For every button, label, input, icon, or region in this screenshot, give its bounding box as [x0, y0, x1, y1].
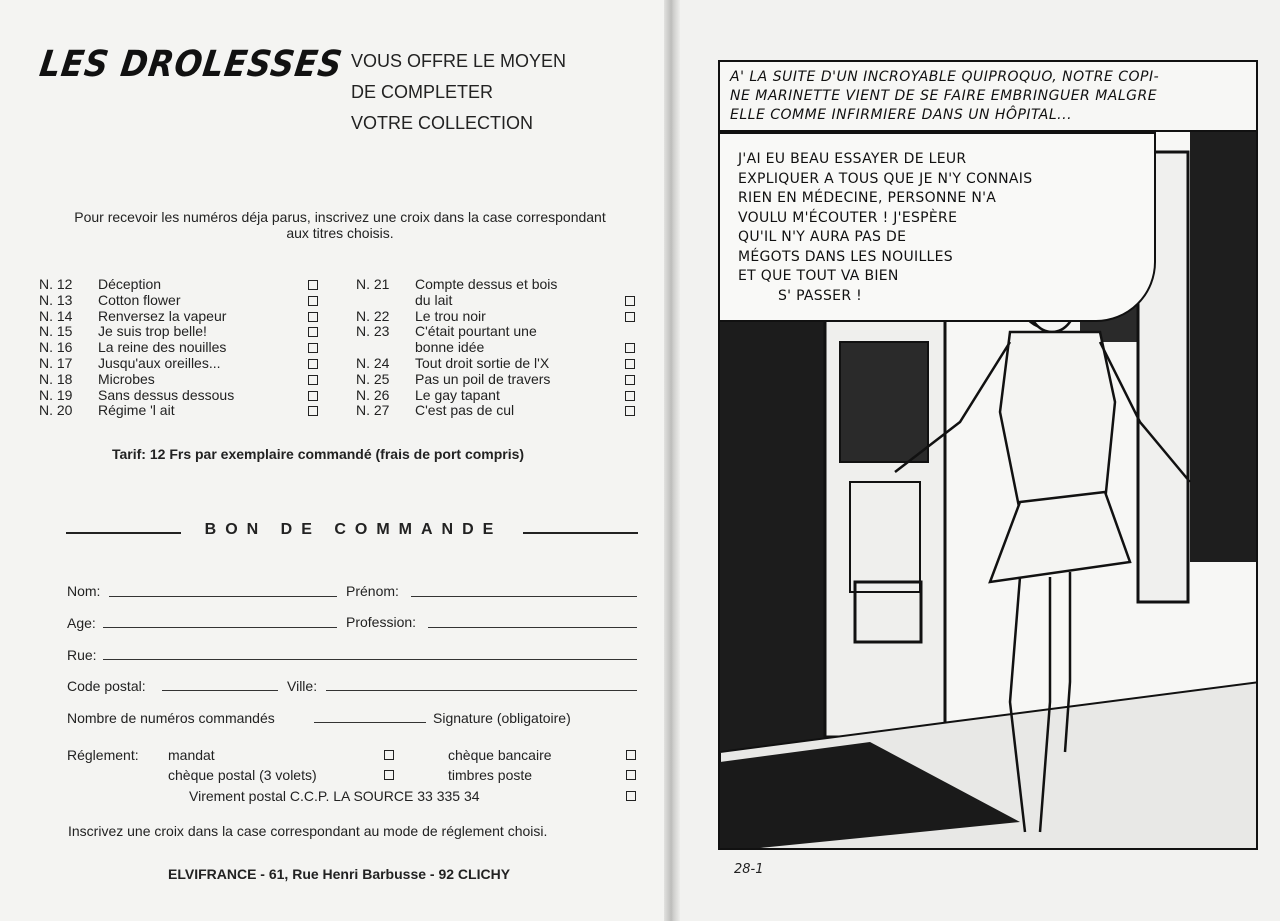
title-name: Renversez la vapeur	[98, 307, 227, 324]
rue-label: Rue:	[67, 647, 97, 663]
speech-line: EXPLIQUER A TOUS QUE JE N'Y CONNAIS	[738, 170, 1033, 187]
caption-line: A' LA SUITE D'UN INCROYABLE QUIPROQUO, NOTRE COPI-	[730, 69, 1160, 85]
checkbox-title-23[interactable]	[625, 343, 635, 353]
title-name: Déception	[98, 276, 162, 292]
signature-label: Signature (obligatoire)	[433, 710, 571, 726]
nombre-field[interactable]	[314, 722, 426, 723]
title-number: N. 25	[356, 370, 390, 387]
code-postal-field[interactable]	[162, 690, 278, 691]
title-number: N. 20	[39, 402, 73, 419]
speech-bubble	[718, 132, 1156, 322]
checkbox-cheque-bancaire[interactable]	[626, 750, 636, 760]
rue-field[interactable]	[103, 659, 637, 660]
checkbox-cheque-postal[interactable]	[384, 770, 394, 780]
book-gutter	[664, 0, 680, 921]
title-name: Sans dessus dessous	[98, 386, 235, 403]
mandat-label: mandat	[168, 747, 215, 763]
checkbox-title-21[interactable]	[625, 296, 635, 306]
speech-line: QU'IL N'Y AURA PAS DE	[738, 229, 907, 245]
title-number: N. 19	[39, 386, 73, 403]
cheque-bancaire-label: chèque bancaire	[448, 747, 552, 763]
title-number: N. 18	[39, 370, 73, 387]
divider	[66, 532, 181, 534]
bon-de-commande-label: BON DE COMMANDE	[204, 521, 503, 538]
speech-line: MÉGOTS DANS LES NOUILLES	[738, 248, 953, 265]
ville-label: Ville:	[287, 678, 318, 694]
title-name: Tout droit sortie de l'X	[415, 355, 550, 371]
checkbox-virement[interactable]	[626, 791, 636, 801]
title-number: N. 13	[39, 291, 73, 308]
nom-field[interactable]	[109, 596, 337, 597]
title-name: La reine des nouilles	[98, 339, 227, 356]
prenom-label: Prénom:	[346, 583, 399, 599]
title-number: N. 22	[356, 307, 390, 324]
title-name: Pas un poil de travers	[415, 370, 551, 387]
title-number: N. 24	[356, 355, 390, 371]
caption-line: NE MARINETTE VIENT DE SE FAIRE EMBRINGUER MALGRE	[730, 88, 1158, 104]
title-name: Le trou noir	[415, 307, 486, 324]
caption-line: ELLE COMME INFIRMIERE DANS UN HÔPITAL...	[730, 107, 1073, 123]
door-window	[840, 342, 928, 462]
speech-line: ET QUE TOUT VA BIEN	[738, 268, 899, 284]
checkbox-title-20[interactable]	[308, 406, 318, 416]
reglement-label: Réglement:	[67, 747, 139, 763]
title-number: N. 27	[356, 402, 390, 419]
checkbox-title-13[interactable]	[308, 296, 318, 306]
title-number: N. 14	[39, 307, 73, 324]
title-number: N. 17	[39, 355, 73, 371]
narration-caption	[720, 62, 1256, 132]
checkbox-title-17[interactable]	[308, 359, 318, 369]
profession-field[interactable]	[428, 627, 637, 628]
timbres-label: timbres poste	[448, 767, 533, 783]
intro-text: Pour recevoir les numéros déja parus, inscrivez une croix dans la case correspondant aux titres choisis.	[74, 209, 606, 241]
checkbox-title-12[interactable]	[308, 280, 318, 290]
profession-label: Profession:	[346, 614, 417, 630]
title-number: N. 15	[39, 323, 73, 340]
tagline-line: VOUS OFFRE LE MOYEN	[351, 51, 567, 71]
prenom-field[interactable]	[411, 596, 637, 597]
virement-label: Virement postal C.C.P. LA SOURCE 33 335 34	[189, 788, 480, 804]
title-name: Je suis trop belle!	[98, 323, 207, 340]
bon-de-commande-header	[66, 521, 638, 545]
checkbox-title-16[interactable]	[308, 343, 318, 353]
checkbox-title-14[interactable]	[308, 312, 318, 322]
dark-corridor	[1190, 132, 1258, 562]
logo-les-drolesses: LES DROLESSES	[37, 44, 346, 85]
title-name-cont: bonne idée	[415, 339, 485, 356]
speech-line: VOULU M'ÉCOUTER ! J'ESPÈRE	[738, 209, 958, 226]
checkbox-title-22[interactable]	[625, 312, 635, 322]
title-name: Jusqu'aux oreilles...	[98, 355, 221, 371]
checkbox-title-27[interactable]	[625, 406, 635, 416]
title-name: Compte dessus et bois	[415, 276, 558, 292]
age-field[interactable]	[103, 627, 337, 628]
tagline-line: DE COMPLETER	[351, 82, 494, 102]
checkbox-title-26[interactable]	[625, 391, 635, 401]
speech-line: RIEN EN MÉDECINE, PERSONNE N'A	[738, 190, 997, 206]
title-number: N. 23	[356, 323, 390, 340]
footer-note: Inscrivez une croix dans la case correspondant au mode de réglement choisi.	[68, 823, 548, 839]
title-name: C'était pourtant une	[415, 323, 537, 340]
tarif-text: Tarif: 12 Frs par exemplaire commandé (frais de port compris)	[112, 446, 525, 462]
title-name: C'est pas de cul	[415, 402, 515, 419]
nombre-label: Nombre de numéros commandés	[67, 710, 275, 726]
checkbox-title-24[interactable]	[625, 359, 635, 369]
checkbox-mandat[interactable]	[384, 750, 394, 760]
nom-label: Nom:	[67, 583, 101, 599]
title-name: Microbes	[98, 370, 155, 387]
tagline	[351, 46, 566, 139]
publisher-address: ELVIFRANCE - 61, Rue Henri Barbusse - 92 CLICHY	[168, 866, 511, 882]
title-name: Cotton flower	[98, 291, 181, 308]
title-name-cont: du lait	[415, 291, 453, 308]
title-name: Régime 'l ait	[98, 402, 175, 419]
cheque-postal-label: chèque postal (3 volets)	[168, 767, 317, 783]
age-label: Age:	[67, 615, 96, 631]
tagline-line: VOTRE COLLECTION	[351, 113, 534, 133]
title-number: N. 16	[39, 339, 73, 356]
divider	[523, 532, 638, 534]
page-number: 28-1	[734, 862, 764, 877]
dark-doorway	[720, 312, 830, 752]
checkbox-title-18[interactable]	[308, 375, 318, 385]
checkbox-timbres[interactable]	[626, 770, 636, 780]
code-postal-label: Code postal:	[67, 678, 146, 694]
title-number: N. 21	[356, 276, 390, 292]
speech-line: S' PASSER !	[778, 287, 863, 304]
title-number: N. 12	[39, 276, 73, 292]
title-name: Le gay tapant	[415, 386, 500, 403]
comic-panel	[718, 60, 1258, 850]
title-number: N. 26	[356, 386, 390, 403]
ville-field[interactable]	[326, 690, 637, 691]
speech-line: J'AI EU BEAU ESSAYER DE LEUR	[738, 151, 967, 167]
checkbox-title-15[interactable]	[308, 327, 318, 337]
checkbox-title-25[interactable]	[625, 375, 635, 385]
checkbox-title-19[interactable]	[308, 391, 318, 401]
